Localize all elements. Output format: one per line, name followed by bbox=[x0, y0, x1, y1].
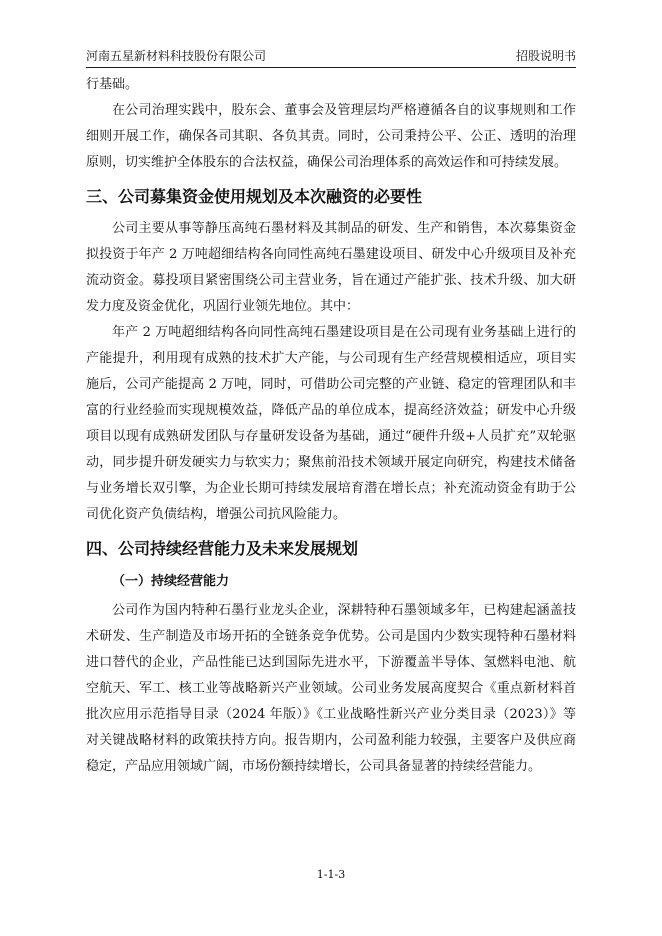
governance-paragraph: 在公司治理实践中，股东会、董事会及管理层均严格遵循各自的议事规则和工作细则开展工作，确保各司其职、各负其责。同时，公司秉持公平、公正、透明的治理原则，切实维护全体股东的合法权益，确保公司治理体系的高效运作和可持续发展。 bbox=[86, 103, 576, 170]
header-document-type: 招股说明书 bbox=[515, 49, 576, 63]
continuing-operations-paragraph: 公司作为国内特种石墨行业龙头企业，深耕特种石墨领域多年，已构建起涵盖技术研发、生产制造及市场开拓的全链条竞争优势。公司是国内少数实现特种石墨材料进口替代的企业，产品性能已达到国际先进水平，下游覆盖半导体、氢燃料电池、航空航天、军工、核工业等战略新兴产业领域。公司业务发展高度契合《重点新材料首批次应用示范指导目录（2024 年版）》《工业战略性新兴产业分类目录（2023）》等对关键战略材料的政策扶持方向。报告期内，公司盈利能力较强，主要客户及供应商稳定，产品应用领域广阔，市场份额持续增长，公司具备显著的持续经营能力。 bbox=[86, 603, 576, 774]
section-4-heading: 四、公司持续经营能力及未来发展规划 bbox=[86, 539, 359, 558]
document-body bbox=[86, 72, 576, 780]
fundraising-paragraph: 公司主要从事等静压高纯石墨材料及其制品的研发、生产和销售，本次募集资金拟投资于年产 2 万吨超细结构各向同性高纯石墨建设项目、研发中心升级项目及补充流动资金。募投项目紧密围绕公司主营业务，旨在通过产能扩张、技术升级、加大研发力度及资金优化，巩固行业领先地位。其中： bbox=[86, 221, 576, 314]
header-company-name: 河南五星新材料科技股份有限公司 bbox=[86, 49, 267, 63]
page-number: 1-1-3 bbox=[316, 868, 346, 881]
section-3-heading: 三、公司募集资金使用规划及本次融资的必要性 bbox=[86, 187, 423, 206]
intro-continuation: 行基础。 bbox=[86, 77, 139, 92]
subsection-heading-continuing-operations: （一）持续经营能力 bbox=[112, 574, 230, 589]
projects-paragraph: 年产 2 万吨超细结构各向同性高纯石墨建设项目是在公司现有业务基础上进行的产能提升，利用现有成熟的技术扩大产能，与公司现有生产经营规模相适应，项目实施后，公司产能提高 2 万吨，同时，可借助公司完整的产业链、稳定的管理团队和丰富的行业经验而实现规模效益，降低产品的单位成本，提高经济效益；研发中心升级项目以现有成熟研发团队与存量研发设备为基础，通过“硬件升级+人员扩充”双轮驱动，同步提升研发硬实力与软实力；聚焦前沿技术领域开展定向研究，构建技术储备与业务增长双引擎，为企业长期可持续发展培育潜在增长点；补充流动资金有助于公司优化资产负债结构，增强公司抗风险能力。 bbox=[86, 325, 576, 522]
page-header bbox=[86, 45, 576, 68]
